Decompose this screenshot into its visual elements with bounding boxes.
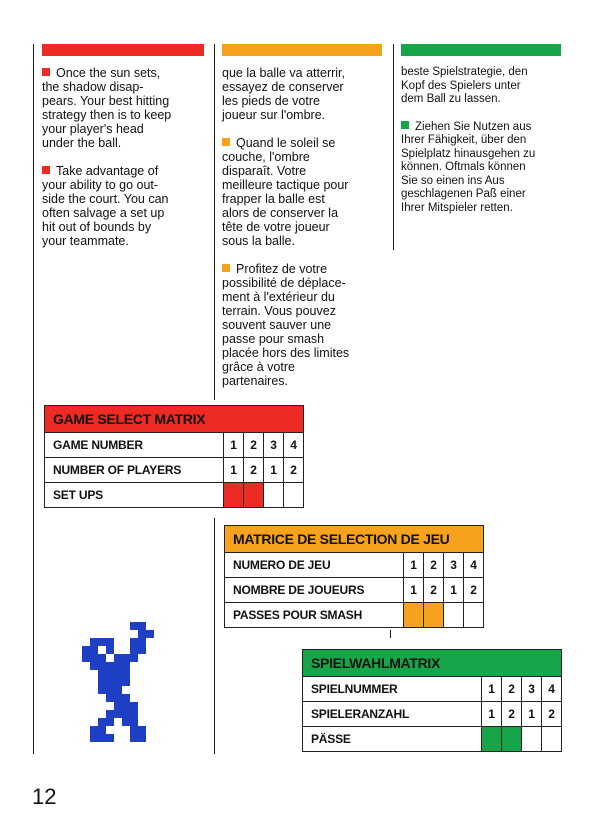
text-line: terrain. Vous pouvez xyxy=(222,304,336,318)
matrix-setup-cell xyxy=(404,603,424,628)
matrix-row-label: GAME NUMBER xyxy=(45,433,224,458)
text-line: Ihrer Mitspieler retten. xyxy=(401,201,513,214)
text-line: que la balle va atterrir, xyxy=(222,66,345,80)
matrix-cell: 1 xyxy=(264,458,284,483)
matrix-cell: 1 xyxy=(404,578,424,603)
column-divider-middle-lower xyxy=(214,518,215,754)
text-line: alors de conserver la xyxy=(222,206,339,220)
bullet-square-icon xyxy=(42,166,50,174)
matrix-row-label: PASSES POUR SMASH xyxy=(225,603,404,628)
text-line: Spielplatz hinausgehen zu xyxy=(401,147,536,160)
matrix-cell: 1 xyxy=(482,702,502,727)
matrix-cell: 2 xyxy=(244,458,264,483)
text-line: grâce à votre xyxy=(222,360,295,374)
text-line: joueur sur l'ombre. xyxy=(222,108,326,122)
text-line: partenaires. xyxy=(222,374,289,388)
text-line: Once the sun sets, xyxy=(42,66,214,80)
game-select-matrix-table xyxy=(44,405,304,508)
matrix-row-label: NOMBRE DE JOUEURS xyxy=(225,578,404,603)
text-line: souvent sauver une xyxy=(222,318,332,332)
text-line: sous la balle. xyxy=(222,234,295,248)
matrix-cell: 2 xyxy=(502,677,522,702)
matrix-row-label: SPIELNUMMER xyxy=(303,677,482,702)
text-line: tête de votre joueur xyxy=(222,220,330,234)
matrix-setup-cell xyxy=(284,483,304,508)
matrix-row-label: SET UPS xyxy=(45,483,224,508)
text-line: your player's head xyxy=(42,122,144,136)
text-line: Quand le soleil se xyxy=(222,136,392,150)
matrix-row-label: PÄSSE xyxy=(303,727,482,752)
matrix-cell: 4 xyxy=(542,677,562,702)
matrix-cell: 2 xyxy=(542,702,562,727)
english-text-column xyxy=(42,66,214,262)
paragraph xyxy=(42,66,214,150)
matrix-cell: 3 xyxy=(264,433,284,458)
matrix-cell: 3 xyxy=(444,553,464,578)
text-line: pears. Your best hitting xyxy=(42,94,170,108)
matrix-cell: 2 xyxy=(284,458,304,483)
matrix-setup-cell xyxy=(224,483,244,508)
paragraph xyxy=(222,66,392,122)
text-line: Ihrer Fähigkeit, über den xyxy=(401,134,527,146)
text-line: dem Ball zu lassen. xyxy=(401,93,501,105)
matrix-row-label: NUMBER OF PLAYERS xyxy=(45,458,224,483)
matrix-cell: 1 xyxy=(404,553,424,578)
matrix-setup-cell xyxy=(244,483,264,508)
matrix-cell: 1 xyxy=(224,433,244,458)
german-text-column xyxy=(401,66,571,229)
paragraph xyxy=(401,66,571,107)
text-line: under the ball. xyxy=(42,136,122,150)
text-line: passe pour smash xyxy=(222,332,325,346)
volleyball-player-sprite-icon xyxy=(82,622,154,750)
matrix-title: GAME SELECT MATRIX xyxy=(45,406,304,433)
matrix-cell: 3 xyxy=(522,677,542,702)
text-line: frapper la balle est xyxy=(222,192,325,206)
matrix-setup-cell xyxy=(522,727,542,752)
bullet-square-icon xyxy=(222,264,230,272)
text-line: beste Spielstrategie, den xyxy=(401,66,528,78)
text-line: hit out of bounds by xyxy=(42,220,152,234)
text-line: meilleure tactique pour xyxy=(222,178,349,192)
matrice-selection-jeu-table xyxy=(224,525,484,628)
matrix-cell: 1 xyxy=(482,677,502,702)
text-line: often salvage a set up xyxy=(42,206,165,220)
header-bar-orange xyxy=(222,44,382,56)
matrix-title: SPIELWAHLMATRIX xyxy=(303,650,562,677)
paragraph xyxy=(222,136,392,248)
spielwahlmatrix-table xyxy=(302,649,562,752)
text-line: ment à l'extérieur du xyxy=(222,290,335,304)
bullet-square-icon xyxy=(401,121,409,129)
text-line: Kopf des Spielers unter xyxy=(401,79,521,92)
text-line: strategy then is to keep xyxy=(42,108,172,122)
matrix-setup-cell xyxy=(464,603,484,628)
text-line: les pieds de votre xyxy=(222,94,320,108)
paragraph xyxy=(222,262,392,388)
paragraph xyxy=(401,121,571,216)
matrix-setup-cell xyxy=(424,603,444,628)
matrix-cell: 1 xyxy=(522,702,542,727)
text-line: essayez de conserver xyxy=(222,80,344,94)
matrix-setup-cell xyxy=(502,727,522,752)
matrix-cell: 1 xyxy=(224,458,244,483)
text-line: the shadow disap- xyxy=(42,80,144,94)
text-line: couche, l'ombre xyxy=(222,150,310,164)
text-line: disparaît. Votre xyxy=(222,164,307,178)
matrix-cell: 2 xyxy=(424,553,444,578)
text-line: geschlagenen Paß einer xyxy=(401,188,526,200)
text-line: Sie so einen ins Aus xyxy=(401,174,505,187)
page-number: 12 xyxy=(32,784,57,809)
matrix-row-label: NUMERO DE JEU xyxy=(225,553,404,578)
text-line: Take advantage of xyxy=(42,164,214,178)
text-line: placée hors des limites xyxy=(222,346,350,360)
matrix-cell: 4 xyxy=(284,433,304,458)
paragraph xyxy=(42,164,214,248)
bullet-square-icon xyxy=(42,68,50,76)
matrix-setup-cell xyxy=(542,727,562,752)
matrix-title: MATRICE DE SELECTION DE JEU xyxy=(225,526,484,553)
header-bar-red xyxy=(42,44,204,56)
matrix-row-label: SPIELERANZAHL xyxy=(303,702,482,727)
text-line: possibilité de déplace- xyxy=(222,276,346,290)
divider-tick xyxy=(390,630,391,638)
matrix-cell: 2 xyxy=(424,578,444,603)
bullet-square-icon xyxy=(222,138,230,146)
french-text-column xyxy=(222,66,392,402)
matrix-cell: 1 xyxy=(444,578,464,603)
text-line: your ability to go out- xyxy=(42,178,159,192)
column-divider-left xyxy=(33,44,34,754)
column-divider-right-upper xyxy=(393,44,394,250)
column-divider-middle-upper xyxy=(214,44,215,400)
matrix-cell: 4 xyxy=(464,553,484,578)
matrix-setup-cell xyxy=(444,603,464,628)
text-line: Ziehen Sie Nutzen aus xyxy=(401,121,571,135)
matrix-setup-cell xyxy=(482,727,502,752)
text-line: your teammate. xyxy=(42,234,129,248)
matrix-setup-cell xyxy=(264,483,284,508)
text-line: side the court. You can xyxy=(42,192,169,206)
matrix-cell: 2 xyxy=(502,702,522,727)
text-line: können. Oftmals können xyxy=(401,161,526,173)
text-line: Profitez de votre xyxy=(222,262,392,276)
header-bar-green xyxy=(401,44,561,56)
matrix-cell: 2 xyxy=(464,578,484,603)
matrix-cell: 2 xyxy=(244,433,264,458)
